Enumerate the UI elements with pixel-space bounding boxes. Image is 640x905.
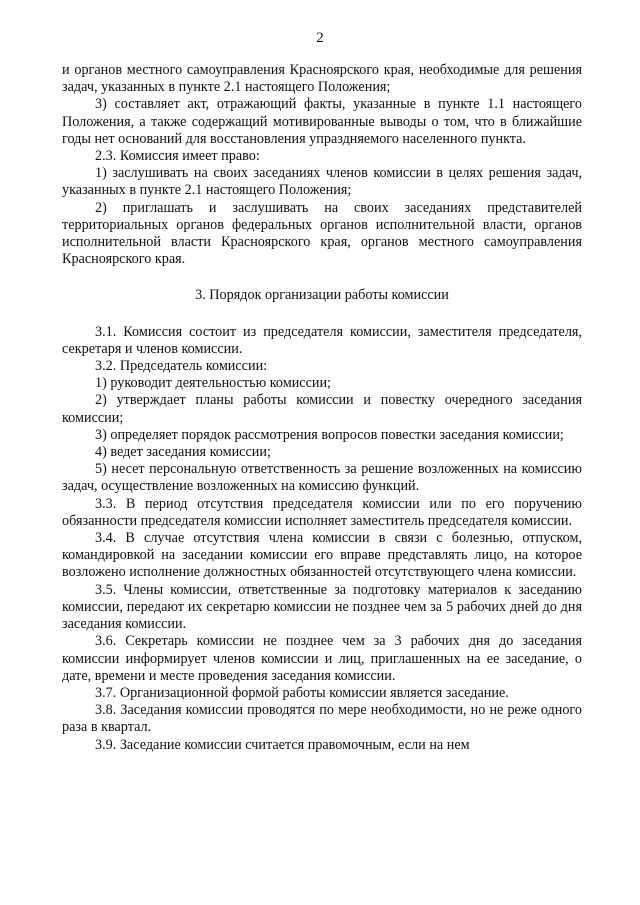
paragraph-3-6: 3.6. Секретарь комиссии не позднее чем за 3 рабочих дня до заседания комиссии информирует членов комиссии и лиц, приглашенных на ее заседание, о дате, времени и месте проведения заседания комиссии. xyxy=(62,633,582,684)
paragraph-3-5: 3.5. Члены комиссии, ответственные за подготовку материалов к заседанию комиссии, передают их секретарю комиссии не позднее чем за 5 рабочих дней до дня заседания комиссии. xyxy=(62,581,582,633)
paragraph-2-3-item-2: 2) приглашать и заслушивать на своих заседаниях представителей территориальных органов федеральных органов исполнительной власти, органов исполнительной власти Красноярского края, органов местного самоуправления Красноярского края. xyxy=(62,199,582,268)
paragraph-3-2-item-2: 2) утверждает планы работы комиссии и повестку очередного заседания комиссии; xyxy=(62,392,582,426)
paragraph-3-3: 3.3. В период отсутствия председателя комиссии или по его поручению обязанности председателя комиссии исполняет заместитель председателя комиссии. xyxy=(62,495,582,529)
paragraph-3-8: 3.8. Заседания комиссии проводятся по мере необходимости, но не реже одного раза в квартал. xyxy=(62,702,582,736)
section-heading: 3. Порядок организации работы комиссии xyxy=(195,287,449,304)
paragraph-2-3-item-1: 1) заслушивать на своих заседаниях членов комиссии в целях решения задач, указанных в пункте 2.1 настоящего Положения; xyxy=(62,165,582,199)
page-number: 2 xyxy=(316,30,324,46)
paragraph-3-4: 3.4. В случае отсутствия члена комиссии в связи с болезнью, отпуском, командировкой на заседании комиссии его вправе представлять лицо, на которое возложено исполнение должностных обязанностей отсутствующего члена комиссии. xyxy=(62,530,582,581)
paragraph-2-3: 2.3. Комиссия имеет право: xyxy=(95,148,260,165)
paragraph-item-3: 3) составляет акт, отражающий факты, указанные в пункте 1.1 настоящего Положения, а также содержащий мотивированные выводы о том, что в ближайшие годы нет оснований для восстановления упраздняемого населенного пункта. xyxy=(62,96,582,147)
paragraph-3-2-item-4: 4) ведет заседания комиссии; xyxy=(95,444,271,461)
paragraph-3-2: 3.2. Председатель комиссии: xyxy=(95,358,268,375)
paragraph-3-2-item-3: 3) определяет порядок рассмотрения вопросов повестки заседания комиссии; xyxy=(95,426,564,443)
paragraph-3-1: 3.1. Комиссия состоит из председателя комиссии, заместителя председателя, секретаря и членов комиссии. xyxy=(62,323,582,357)
paragraph-3-2-item-5: 5) несет персональную ответственность за решение возложенных на комиссию задач, осуществление возложенных на комиссию функций. xyxy=(62,461,582,495)
paragraph-3-9: 3.9. Заседание комиссии считается правомочным, если на нем xyxy=(95,736,470,753)
paragraph-continuation: и органов местного самоуправления Красноярского края, необходимые для решения задач, указанных в пункте 2.1 настоящего Положения; xyxy=(62,62,582,96)
document-body xyxy=(62,62,582,754)
paragraph-3-7: 3.7. Организационной формой работы комиссии является заседание. xyxy=(95,684,509,701)
paragraph-3-2-item-1: 1) руководит деятельностью комиссии; xyxy=(95,375,332,392)
